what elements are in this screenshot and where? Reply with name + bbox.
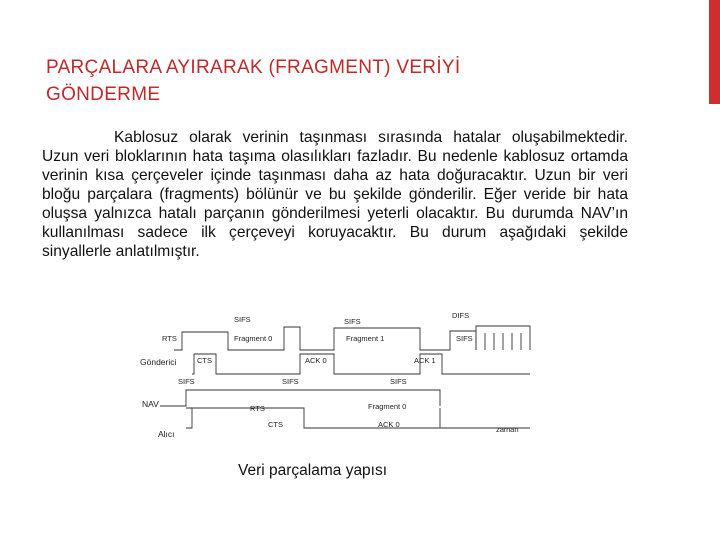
difs-label: DIFS	[452, 311, 470, 320]
sender-frame-fragment-0: Fragment 0	[234, 334, 273, 343]
diagram-caption: Veri parçalama yapısı	[238, 462, 388, 479]
time-label: zaman	[496, 425, 519, 434]
sifs-label: SIFS	[178, 377, 195, 386]
fragmentation-timing-diagram	[0, 290, 720, 450]
sender-frame-rts: RTS	[162, 334, 177, 343]
nav-frame-cts: CTS	[268, 420, 283, 429]
receiver-frame-ack-0: ACK 0	[305, 356, 327, 365]
sender-signal-line	[174, 327, 476, 350]
nav-frame-rts: RTS	[250, 404, 265, 413]
sifs-label: SIFS	[344, 317, 361, 326]
sifs-label: SIFS	[390, 377, 407, 386]
accent-sidebar	[709, 0, 720, 104]
body-paragraph: Kablosuz olarak verinin taşınması sırasında hatalar oluşabilmektedir. Uzun veri bloklarının hata taşıma olasılıkları fazladır. Bu nedenle kablosuz ortamda verinin kısa çerçeveler içinde taşınması daha az hata doğuracaktır. Uzun bir veri bloğu parçalara (fragments) bölünür ve bu şekilde gönderilir. Eğer veride bir hata oluşsa yalnızca hatalı parçanın gönderilmesi yeterli olacaktır. Bu durumda NAV’ın kullanılması sadece ilk çerçeveyi koruyacaktır. Bu durum aşağıdaki şekilde sinyallerle anlatılmıştır.	[42, 129, 628, 260]
sender-label: Gönderici	[140, 357, 177, 367]
sifs-label: SIFS	[456, 334, 473, 343]
sender-frame-fragment-1: Fragment 1	[346, 334, 385, 343]
sifs-label: SIFS	[282, 377, 299, 386]
nav-frame-ack-0: ACK 0	[378, 420, 400, 429]
slide-title	[46, 54, 686, 108]
slide-title-line-2: GÖNDERME	[46, 84, 161, 105]
receiver-frame-ack-1: ACK 1	[414, 356, 436, 365]
sifs-label: SIFS	[234, 315, 251, 324]
receiver-frame-cts: CTS	[197, 356, 212, 365]
receiver-signal-line	[192, 354, 530, 374]
receiver-label: Alıcı	[158, 429, 175, 439]
nav-lower-line	[186, 408, 440, 428]
slide-title-line-1: PARÇALARA AYIRARAK (FRAGMENT) VERİYİ	[46, 57, 461, 78]
nav-frame-fragment-0: Fragment 0	[368, 402, 407, 411]
nav-label: NAV	[142, 399, 159, 409]
